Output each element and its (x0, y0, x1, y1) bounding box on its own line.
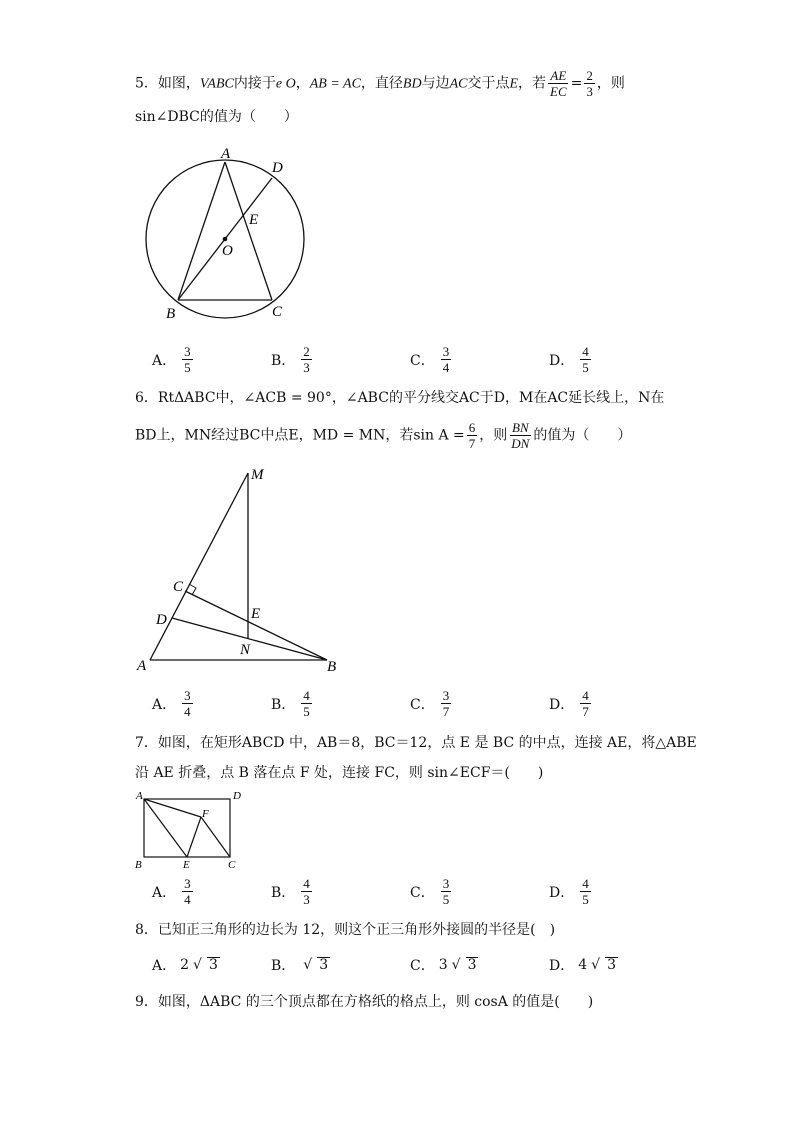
q5-triangle: VABC (199, 76, 234, 92)
q7-segment-af (144, 799, 201, 817)
q6-option-a[interactable]: A． $\frac{3}{4}$ (152, 688, 191, 719)
q6-segment-cb (185, 591, 327, 660)
q6-sin-fraction: $\frac{6}{7}$ (468, 420, 476, 451)
q5-text: 交于点 (467, 75, 510, 92)
q5-text: 内接于 (233, 75, 276, 92)
q5-bd: BD (402, 76, 422, 92)
q5-segment-ab (178, 162, 225, 300)
q8-option-d[interactable]: D． 4 √ 3 (549, 957, 616, 974)
q5-ac: AC (449, 76, 468, 92)
q6-option-d[interactable]: D． $\frac{4}{7}$ (549, 688, 589, 719)
q5-text: ，若 (518, 75, 547, 92)
q6-option-c[interactable]: C． $\frac{3}{7}$ (410, 688, 450, 719)
q5-line1 (135, 68, 625, 99)
q6-text: 的值为（ ） (533, 427, 632, 444)
q6-option-b[interactable]: B． $\frac{4}{5}$ (271, 688, 310, 719)
q6-label-n: N (240, 642, 251, 658)
q5-label-a: A (221, 146, 231, 162)
q7-figure (130, 787, 250, 875)
q6-label-c: C (173, 579, 184, 595)
q5-label-e: E (249, 212, 259, 228)
q5-e: E (509, 76, 519, 92)
q6-text: BD上，MN经过BC中点E，MD = MN，若sin A = (135, 427, 465, 444)
q8-line1: 8．已知正三角形的边长为 12，则这个正三角形外接圆的半径是( ) (135, 922, 556, 938)
q6-line2 (135, 420, 631, 451)
q6-label-e: E (251, 606, 261, 622)
q5-option-a[interactable]: A． $\frac{3}{5}$ (152, 344, 191, 375)
q7-line2: 沿 AE 折叠，点 B 落在点 F 处，连接 FC，则 sin∠ECF＝( ) (135, 765, 544, 781)
q7-option-a[interactable]: A． $\frac{3}{4}$ (152, 876, 191, 907)
q5-equals: = (570, 75, 583, 92)
q7-rectangle (144, 799, 230, 857)
q5-figure (130, 140, 320, 325)
q7-segment-fe (187, 817, 201, 857)
q5-center-dot (223, 237, 228, 242)
q5-circle: e O (275, 76, 296, 92)
q5-equation: AB = AC (309, 76, 361, 92)
q6-label-m: M (251, 467, 264, 483)
q7-label-d: D (233, 790, 241, 802)
q5-label-d: D (272, 160, 283, 176)
q5-text: ，则 (596, 75, 625, 92)
q8-option-b[interactable]: B． √ 3 (271, 957, 329, 974)
q7-label-b: B (135, 859, 142, 871)
q9-line1: 9．如图，ΔABC 的三个顶点都在方格纸的格点上，则 cosA 的值是( ) (135, 994, 594, 1010)
q6-figure (135, 460, 350, 680)
q5-label-o: O (222, 243, 233, 259)
q7-label-e: E (183, 859, 190, 871)
q7-option-c[interactable]: C． $\frac{3}{5}$ (410, 876, 450, 907)
q7-label-f: F (202, 808, 209, 820)
q8-option-c[interactable]: C． 3 √ 3 (410, 957, 477, 974)
q5-option-c[interactable]: C． $\frac{3}{4}$ (410, 344, 450, 375)
q6-label-d: D (156, 612, 167, 628)
q7-segment-ae (144, 799, 187, 857)
q7-line1: 7．如图，在矩形ABCD 中，AB＝8，BC＝12，点 E 是 BC 的中点，连接 AE，将△ABE (135, 735, 697, 751)
q5-segment-ac (225, 162, 272, 300)
q6-line1: 6．RtΔABC中，∠ACB = 90°，∠ABC的平分线交AC于D，M在AC延长线上，N在 (135, 390, 665, 406)
q7-label-a: A (136, 790, 143, 802)
q5-text: 与边 (421, 75, 450, 92)
q6-text: ，则 (479, 427, 508, 444)
q5-value-fraction: $\frac{2}{3}$ (586, 68, 593, 99)
q6-segment-am (150, 473, 248, 660)
q7-option-b[interactable]: B． $\frac{4}{3}$ (271, 876, 310, 907)
q5-ratio-fraction: $\frac{AE}{EC}$ (550, 68, 567, 99)
q6-ratio-fraction: $\frac{BN}{DN}$ (511, 420, 530, 451)
q5-line2: sin∠DBC的值为（ ） (135, 109, 298, 125)
q5-text: 5．如图， (135, 75, 200, 92)
q5-option-b[interactable]: B． $\frac{2}{3}$ (271, 344, 310, 375)
q8-option-a[interactable]: A． 2 √ 3 (152, 957, 218, 974)
q5-text: ， (295, 75, 310, 92)
q7-option-d[interactable]: D． $\frac{4}{5}$ (549, 876, 589, 907)
q7-label-c: C (228, 859, 236, 871)
q5-label-b: B (166, 306, 176, 322)
q5-option-d[interactable]: D． $\frac{4}{5}$ (549, 344, 589, 375)
q7-segment-fc (201, 817, 230, 857)
q5-label-c: C (272, 304, 283, 320)
q6-label-b: B (327, 659, 337, 675)
q6-label-a: A (137, 658, 147, 674)
q5-text: ，直径 (360, 75, 403, 92)
